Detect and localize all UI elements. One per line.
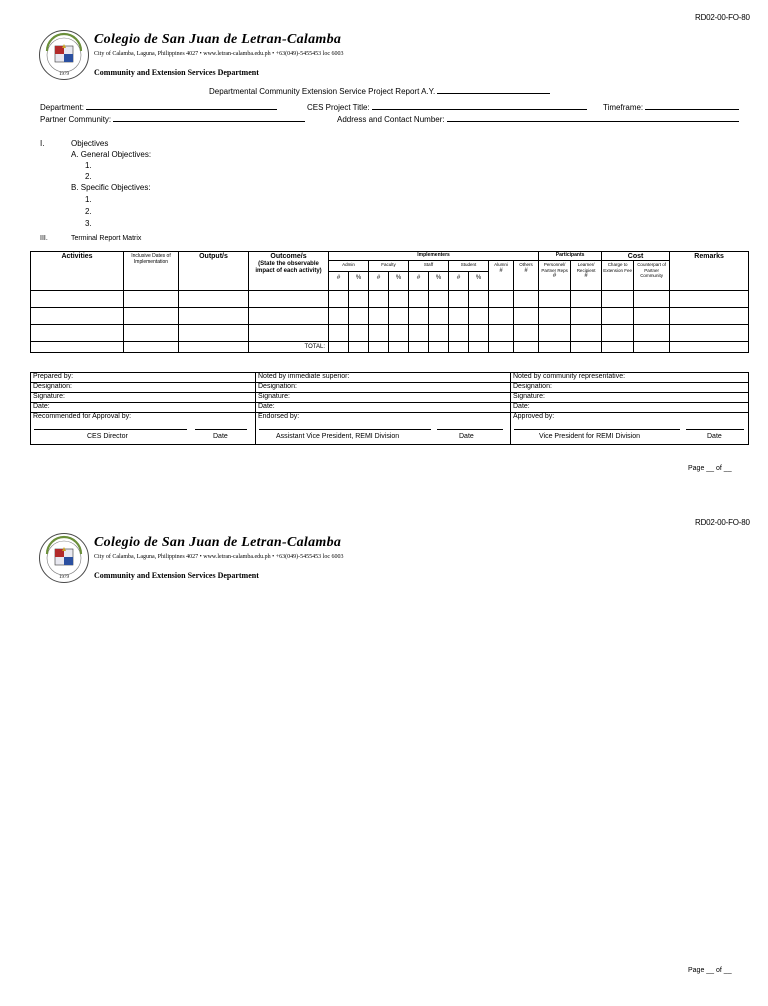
learner-number: # (584, 273, 588, 279)
vp-signline[interactable] (511, 422, 749, 432)
signature-field[interactable]: Signature: (31, 393, 256, 403)
cost-counterpart: Counterpart of Partner Community (634, 261, 670, 291)
table-row[interactable] (31, 291, 749, 308)
part-learner-label: Learner/ Recipient (576, 262, 596, 273)
address-contact-field (337, 113, 739, 124)
signature-field[interactable]: Signature: (256, 393, 511, 403)
total-label: TOTAL: (249, 342, 329, 353)
vp-label: Vice President for REMI Division (539, 433, 641, 440)
col-outcomes-note: (State the observable impact of each activity) (255, 261, 322, 274)
avp-label: Assistant Vice President, REMI Division (276, 433, 400, 440)
department-line[interactable] (86, 101, 277, 110)
staff-percent: % (429, 272, 449, 291)
date-caption: Date (459, 433, 474, 440)
col-participants: Participants (539, 252, 602, 261)
col-dates: Inclusive Dates of Implementation (124, 252, 179, 291)
report-title-text: Departmental Community Extension Service Project Report A.Y. (209, 87, 436, 96)
college-seal-logo (38, 532, 90, 584)
part-learner (571, 261, 602, 291)
vp-caption (511, 432, 749, 445)
seal-year: 1979 (59, 575, 69, 580)
address-contact-line[interactable] (447, 113, 739, 122)
designation-field[interactable]: Designation: (256, 383, 511, 393)
college-info: City of Calamba, Laguna, Philippines 4027 • www.letran-calamba.edu.ph • +63(049)-5455453 loc 6003 (94, 51, 344, 57)
general-objective-item: 1. (85, 161, 92, 170)
address-contact-label: Address and Contact Number: (337, 115, 445, 124)
admin-number: # (329, 272, 349, 291)
timeframe-field (603, 101, 739, 112)
designation-field[interactable]: Designation: (31, 383, 256, 393)
student-number: # (449, 272, 469, 291)
date-caption: Date (213, 433, 228, 440)
faculty-number: # (369, 272, 389, 291)
objectives-numeral: I. (40, 139, 45, 148)
col-cost: Cost (602, 252, 670, 261)
impl-admin: Admin (329, 261, 369, 272)
page-number: Page __ of __ (688, 967, 732, 974)
department-name: Community and Extension Services Department (94, 571, 259, 580)
general-objectives-label: A. General Objectives: (71, 150, 152, 159)
avp-signline[interactable] (256, 422, 511, 432)
specific-objective-item: 1. (85, 195, 92, 204)
date-field[interactable]: Date: (256, 403, 511, 413)
student-percent: % (469, 272, 489, 291)
col-remarks: Remarks (670, 252, 749, 291)
staff-number: # (409, 272, 429, 291)
timeframe-label: Timeframe: (603, 103, 644, 112)
admin-percent: % (349, 272, 369, 291)
cost-charge: Charge to Extension Fee (602, 261, 634, 291)
general-objective-item: 2. (85, 172, 92, 181)
noted-community-label[interactable]: Noted by community representative: (511, 373, 749, 383)
department-name: Community and Extension Services Department (94, 68, 259, 77)
form-code: RD02-00-FO-80 (695, 518, 750, 527)
impl-others (514, 261, 539, 291)
table-row[interactable] (31, 325, 749, 342)
personnel-number: # (552, 273, 557, 279)
signature-field[interactable]: Signature: (511, 393, 749, 403)
timeframe-line[interactable] (645, 101, 739, 110)
terminal-report-matrix (30, 251, 749, 353)
college-name: Colegio de San Juan de Letran-Calamba (94, 32, 342, 47)
form-code: RD02-00-FO-80 (695, 13, 750, 22)
partner-community-line[interactable] (113, 113, 305, 122)
college-info: City of Calamba, Laguna, Philippines 4027 • www.letran-calamba.edu.ph • +63(049)-5455453 loc 6003 (94, 554, 344, 560)
impl-faculty: Faculty (369, 261, 409, 272)
ces-director-signline[interactable] (31, 422, 256, 432)
impl-alumni (489, 261, 514, 291)
approved-label: Approved by: (511, 413, 749, 423)
partner-community-field (40, 113, 305, 124)
college-name: Colegio de San Juan de Letran-Calamba (94, 535, 342, 550)
impl-others-label: Others (519, 262, 533, 267)
others-number: # (524, 267, 528, 274)
noted-superior-label[interactable]: Noted by immediate superior: (256, 373, 511, 383)
matrix-numeral: III. (40, 235, 48, 242)
signatories-table (30, 372, 749, 445)
designation-field[interactable]: Designation: (511, 383, 749, 393)
matrix-heading: Terminal Report Matrix (71, 235, 142, 242)
ces-director-caption (31, 432, 256, 445)
report-title (209, 85, 550, 96)
endorsed-label: Endorsed by: (256, 413, 511, 423)
col-outcomes (249, 252, 329, 291)
col-implementers: Implementers (329, 252, 539, 261)
partner-community-label: Partner Community: (40, 115, 112, 124)
impl-staff: Staff (409, 261, 449, 272)
faculty-percent: % (389, 272, 409, 291)
table-row[interactable] (31, 308, 749, 325)
specific-objectives-label: B. Specific Objectives: (71, 183, 151, 192)
specific-objective-item: 3. (85, 219, 92, 228)
avp-caption (256, 432, 511, 445)
ces-title-field (307, 101, 587, 112)
prepared-by-label[interactable]: Prepared by: (31, 373, 256, 383)
alumni-number: # (499, 267, 503, 274)
date-field[interactable]: Date: (31, 403, 256, 413)
part-personnel (539, 261, 571, 291)
academic-year-line[interactable] (437, 85, 550, 94)
col-outcomes-label: Outcome/s (270, 253, 307, 260)
specific-objective-item: 2. (85, 207, 92, 216)
date-caption: Date (707, 433, 722, 440)
college-seal-logo (38, 29, 90, 81)
ces-title-line[interactable] (372, 101, 587, 110)
ces-title-label: CES Project Title: (307, 103, 370, 112)
col-activities: Activities (31, 252, 124, 291)
department-field (40, 101, 277, 112)
impl-alumni-label: Alumni (494, 262, 508, 267)
page-number: Page __ of __ (688, 465, 732, 472)
objectives-heading: Objectives (71, 139, 109, 148)
part-personnel-label: Personnel/ Partner Reps (541, 262, 568, 273)
date-field[interactable]: Date: (511, 403, 749, 413)
seal-year: 1979 (59, 72, 69, 77)
impl-student: Student (449, 261, 489, 272)
department-label: Department: (40, 103, 85, 112)
ces-director-label: CES Director (87, 433, 128, 440)
total-row (31, 342, 749, 353)
recommended-label: Recommended for Approval by: (31, 413, 256, 423)
col-outputs: Output/s (179, 252, 249, 291)
